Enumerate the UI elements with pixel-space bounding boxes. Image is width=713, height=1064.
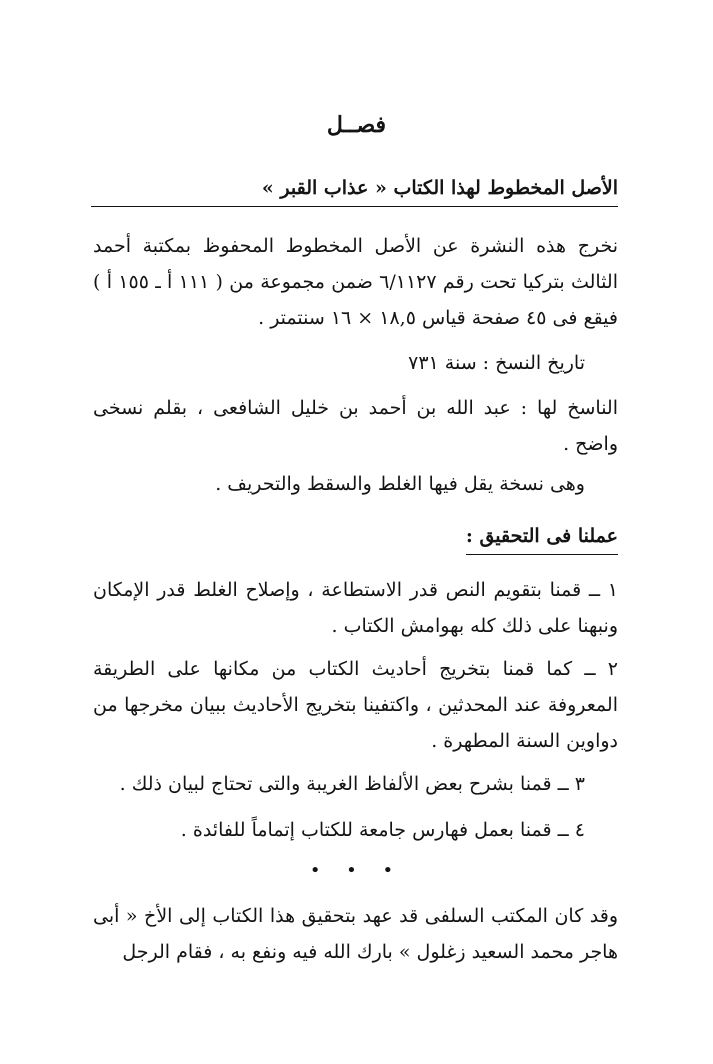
closing-paragraph: وقد كان المكتب السلفى قد عهد بتحقيق هذا الكتاب إلى الأخ « أبى هاجر محمد السعيد زغلول » بارك الله فيه ونفع به ، فقام الرجل: [93, 905, 618, 963]
manuscript-heading: الأصل المخطوط لهذا الكتاب « عذاب القبر »: [91, 172, 618, 207]
work-item-2: ٢ ــ كما قمنا بتخريج أحاديث الكتاب من مكانها على الطريقة المعروفة عند المحدثين ، واكتفينا بتخريج الأحاديث ببيان مخرجها من دواوين السنة المطهرة .: [93, 658, 618, 752]
chapter-title: فصــل: [326, 112, 387, 138]
editing-work-heading: عملنا فى التحقيق :: [466, 520, 618, 555]
section-separator: • • •: [309, 860, 404, 881]
work-item-4: ٤ ــ قمنا بعمل فهارس جامعة للكتاب إتماماً للفائدة .: [180, 819, 585, 841]
manuscript-description: نخرج هذه النشرة عن الأصل المخطوط المحفوظ بمكتبة أحمد الثالث بتركيا تحت رقم ٦/١١٢٧ ضمن مجموعة من ( ١١١ أ ـ ١٥٥ أ ) فيقع فى ٤٥ صفحة قياس ١٨,٥ × ١٦ سنتمتر .: [93, 235, 618, 329]
work-item-1: ١ ــ قمنا بتقويم النص قدر الاستطاعة ، وإصلاح الغلط قدر الإمكان ونبهنا على ذلك كله بهوامش الكتاب .: [93, 579, 618, 637]
manuscript-quality: وهى نسخة يقل فيها الغلط والسقط والتحريف .: [215, 473, 585, 495]
work-item-3: ٣ ــ قمنا بشرح بعض الألفاظ الغريبة والتى تحتاج لبيان ذلك .: [119, 773, 585, 795]
copy-date: تاريخ النسخ : سنة ٧٣١: [408, 352, 585, 374]
copyist-info: الناسخ لها : عبد الله بن أحمد بن خليل الشافعى ، بقلم نسخى واضح .: [93, 397, 618, 455]
